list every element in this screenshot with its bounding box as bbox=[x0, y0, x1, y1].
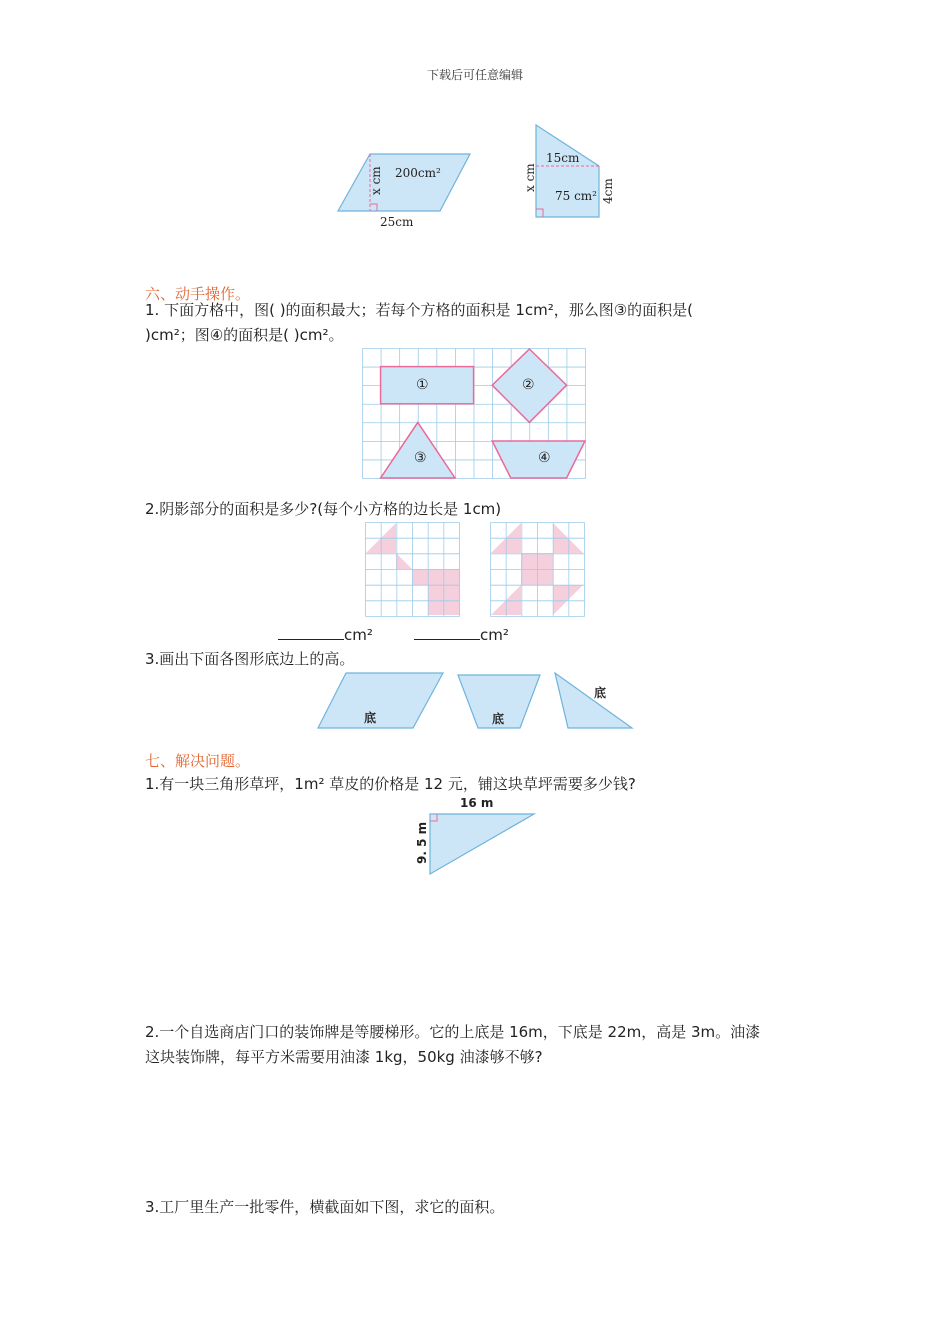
parallelogram-figure bbox=[338, 154, 470, 229]
shape-grid bbox=[362, 348, 588, 480]
trapezoid-area: 75 cm² bbox=[555, 189, 597, 203]
section7-title: 七、解决问题。 bbox=[145, 752, 251, 770]
lawn-side-label: 9. 5 m bbox=[415, 821, 429, 864]
answer-line-2: cm² bbox=[414, 623, 509, 648]
parallelogram-height: x cm bbox=[369, 166, 383, 195]
base-label-1: 底 bbox=[364, 711, 377, 725]
trapezoid-top: 15cm bbox=[546, 151, 580, 165]
label-2: ② bbox=[522, 377, 535, 393]
trapezoid-figure bbox=[523, 125, 615, 217]
base-label-3: 底 bbox=[594, 686, 607, 700]
parallelogram-area: 200cm² bbox=[395, 166, 441, 180]
label-1: ① bbox=[416, 377, 429, 393]
s6-q1-line2: )cm²；图④的面积是( )cm²。 bbox=[145, 326, 344, 344]
s6-q3: 3.画出下面各图形底边上的高。 bbox=[145, 650, 355, 668]
label-4: ④ bbox=[538, 450, 551, 466]
s7-q2-line1: 2.一个自选商店门口的装饰牌是等腰梯形。它的上底是 16m，下底是 22m，高是 3m。油漆 bbox=[145, 1023, 761, 1041]
trapezoid-side: 4cm bbox=[601, 178, 615, 204]
s6-q1-line1: 1. 下面方格中，图( )的面积最大；若每个方格的面积是 1cm²，那么图③的面积是( bbox=[145, 301, 694, 319]
s7-q2-line2: 这块装饰牌，每平方米需要用油漆 1kg，50kg 油漆够不够? bbox=[145, 1048, 543, 1066]
header-note: 下载后可任意编辑 bbox=[426, 68, 523, 82]
top-figures bbox=[330, 120, 630, 235]
shaded-grid-2 bbox=[489, 521, 587, 617]
answer-line-1: cm² bbox=[278, 623, 373, 648]
s7-q3: 3.工厂里生产一批零件，横截面如下图，求它的面积。 bbox=[145, 1198, 505, 1216]
lawn-top-label: 16 m bbox=[460, 796, 494, 810]
s7-q1: 1.有一块三角形草坪，1m² 草皮的价格是 12 元，铺这块草坪需要多少钱? bbox=[145, 775, 636, 793]
base-label-2: 底 bbox=[492, 712, 505, 726]
base-parallelogram bbox=[318, 673, 443, 728]
section6-title: 六、动手操作。 bbox=[145, 285, 251, 303]
shaded-grid-1 bbox=[364, 521, 462, 617]
base-triangle bbox=[555, 673, 632, 728]
parallelogram-base: 25cm bbox=[380, 215, 414, 229]
base-shapes bbox=[316, 671, 636, 733]
lawn-triangle-figure bbox=[412, 794, 540, 878]
trapezoid-height: x cm bbox=[523, 163, 537, 192]
s6-q2: 2.阴影部分的面积是多少?(每个小方格的边长是 1cm) bbox=[145, 500, 502, 518]
label-3: ③ bbox=[414, 450, 427, 466]
